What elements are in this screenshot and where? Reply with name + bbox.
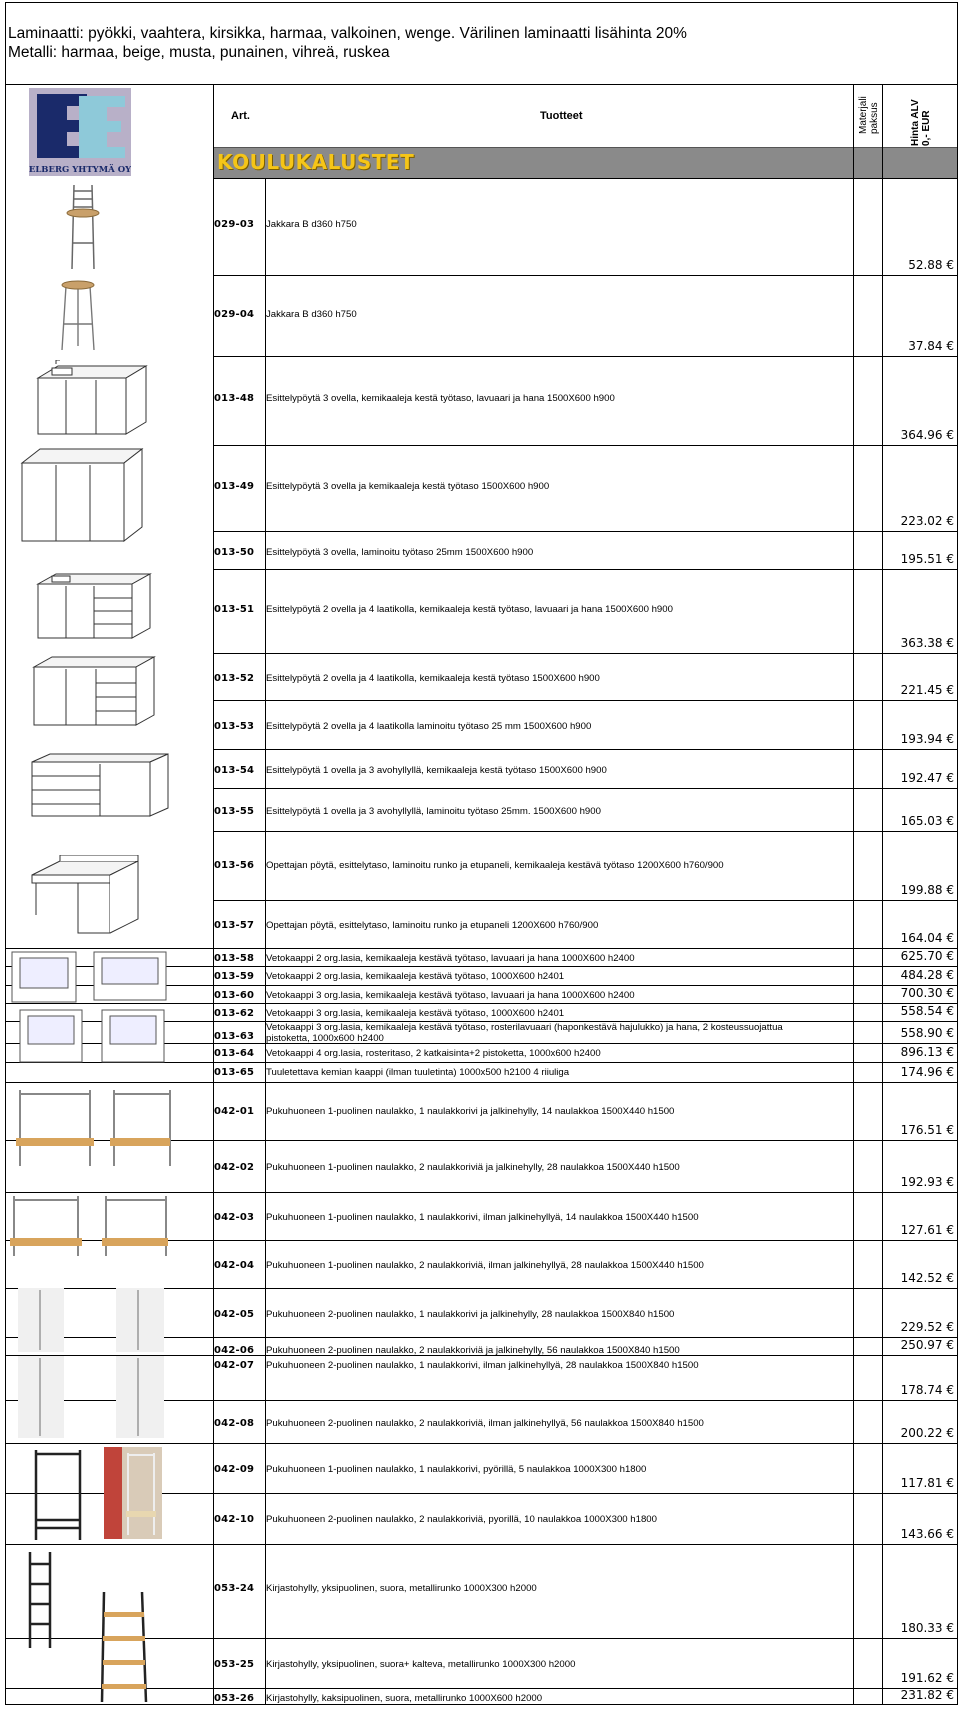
row-description: Vetokaappi 3 org.lasia, kemikaaleja kestävä työtaso, 1000X600 h2401 <box>266 1008 565 1019</box>
col-price <box>910 99 932 146</box>
row-code: 029-03 <box>214 219 255 230</box>
row-code: 053-25 <box>214 1659 255 1670</box>
row-description: Pukuhuoneen 1-puolinen naulakko, 1 naulakkorivi, ilman jalkinehyllyä, 14 naulakkoa 1500X440 h1500 <box>266 1212 699 1223</box>
row-separator <box>5 948 958 949</box>
row-price: 174.96 € <box>900 1065 954 1079</box>
row-price: 195.51 € <box>900 552 954 566</box>
row-price: 192.93 € <box>900 1175 954 1189</box>
row-price: 199.88 € <box>900 883 954 897</box>
section-banner <box>213 147 957 179</box>
row-price: 37.84 € <box>908 339 954 353</box>
row-price: 193.94 € <box>900 732 954 746</box>
row-code: 053-24 <box>214 1583 255 1594</box>
row-code: 013-53 <box>214 721 255 732</box>
row-description: Esittelypöytä 3 ovella, laminoitu työtaso 25mm 1500X600 h900 <box>266 547 534 558</box>
teacher-desk-image <box>30 855 142 935</box>
row-code: 013-62 <box>214 1008 255 1019</box>
col-price-line2: 0,- EUR <box>921 110 932 146</box>
row-separator <box>213 653 958 654</box>
demo-table-drawers-sink-image <box>36 570 152 640</box>
row-code: 042-03 <box>214 1212 255 1223</box>
row-code: 013-64 <box>214 1048 255 1059</box>
row-description: Jakkara B d360 h750 <box>266 309 357 320</box>
demo-table-drawers-image <box>32 655 156 727</box>
row-price: 363.38 € <box>900 636 954 650</box>
row-separator <box>213 569 958 570</box>
row-description: Vetokaappi 4 org.lasia, rosteritaso, 2 katkaisinta+2 pistoketta, 1000x600 h2400 <box>266 1048 601 1059</box>
col-price-line1: Hinta ALV <box>910 99 921 146</box>
row-price: 484.28 € <box>900 968 954 982</box>
row-description: Pukuhuoneen 2-puolinen naulakko, 2 naulakkoriviä, ilman jalkinehyllyä, 56 naulakkoa 1500X840 h1500 <box>266 1418 704 1429</box>
row-code: 013-58 <box>214 953 255 964</box>
row-price: 700.30 € <box>900 986 954 1000</box>
row-price: 178.74 € <box>900 1383 954 1397</box>
col-material <box>858 96 880 134</box>
row-price: 127.61 € <box>900 1223 954 1237</box>
row-price: 364.96 € <box>900 428 954 442</box>
row-code: 013-57 <box>214 920 255 931</box>
row-description: Esittelypöytä 1 ovella ja 3 avohyllyllä, kemikaaleja kestä työtaso 1500X600 h900 <box>266 765 607 776</box>
row-code: 013-49 <box>214 481 255 492</box>
row-code: 042-02 <box>214 1162 255 1173</box>
row-description: Kirjastohylly, yksipuolinen, suora, metallirunko 1000X300 h2000 <box>266 1583 537 1594</box>
header-notes <box>8 24 687 62</box>
row-price: 625.70 € <box>900 949 954 963</box>
col-material-line1: Materjali <box>858 96 869 134</box>
library-shelf-image <box>98 1590 150 1704</box>
row-separator <box>5 1082 958 1083</box>
row-code: 042-06 <box>214 1345 255 1356</box>
grid-line <box>853 84 854 1705</box>
row-price: 176.51 € <box>900 1123 954 1137</box>
row-code: 042-10 <box>214 1514 255 1525</box>
row-separator <box>213 178 958 179</box>
row-price: 221.45 € <box>900 683 954 697</box>
row-description: Esittelypöytä 1 ovella ja 3 avohyllyllä, laminoitu työtaso 25mm. 1500X600 h900 <box>266 806 601 817</box>
row-description: Esittelypöytä 2 ovella ja 4 laatikolla, kemikaaleja kestä työtaso, lavuaari ja hana 1500X600 h900 <box>266 604 673 615</box>
row-code: 029-04 <box>214 309 255 320</box>
row-description: Kirjastohylly, yksipuolinen, suora+ kalteva, metallirunko 1000X300 h2000 <box>266 1659 576 1670</box>
col-products: Tuotteet <box>540 110 583 122</box>
row-description: Pukuhuoneen 1-puolinen naulakko, 1 naulakkorivi ja jalkinehylly, 14 naulakkoa 1500X440 h1500 <box>266 1106 675 1117</box>
row-separator <box>213 356 958 357</box>
row-price: 143.66 € <box>900 1527 954 1541</box>
row-price: 558.54 € <box>900 1004 954 1018</box>
row-price: 52.88 € <box>908 258 954 272</box>
row-price: 165.03 € <box>900 814 954 828</box>
row-price: 231.82 € <box>900 1688 954 1702</box>
row-description: Vetokaappi 3 org.lasia, kemikaaleja kestävä työtaso, lavuaari ja hana 1000X600 h2400 <box>266 990 635 1001</box>
row-code: 013-55 <box>214 806 255 817</box>
row-separator <box>213 749 958 750</box>
row-separator <box>213 788 958 789</box>
row-description: Jakkara B d360 h750 <box>266 219 357 230</box>
row-price: 164.04 € <box>900 931 954 945</box>
row-code: 013-51 <box>214 604 255 615</box>
fume-cupboard-images <box>10 950 172 1066</box>
row-description: Pukuhuoneen 1-puolinen naulakko, 2 naulakkoriviä, ilman jalkinehyllyä, 28 naulakkoa 1500X440 h1500 <box>266 1260 704 1271</box>
row-description: Esittelypöytä 3 ovella, kemikaaleja kestä työtaso, lavuaari ja hana 1500X600 h900 <box>266 393 615 404</box>
row-description: Pukuhuoneen 1-puolinen naulakko, 2 naulakkoriviä ja jalkinehylly, 28 naulakkoa 1500X440 h1500 <box>266 1162 680 1173</box>
laminate-note: Laminaatti: pyökki, vaahtera, kirsikka, harmaa, valkoinen, wenge. Värilinen laminaatti lisähinta 20% <box>8 25 687 42</box>
row-description: Tuuletettava kemian kaappi (ilman tuuletinta) 1000x500 h2100 4 riiuliga <box>266 1067 570 1078</box>
metal-note: Metalli: harmaa, beige, musta, punainen, vihreä, ruskea <box>8 44 390 61</box>
row-price: 117.81 € <box>900 1476 954 1490</box>
row-separator <box>213 900 958 901</box>
row-description: Opettajan pöytä, esittelytaso, laminoitu runko ja etupaneli 1200X600 h760/900 <box>266 920 599 931</box>
row-price: 142.52 € <box>900 1271 954 1285</box>
row-separator <box>213 831 958 832</box>
row-code: 013-59 <box>214 971 255 982</box>
demo-table-sink-image <box>36 360 148 438</box>
row-code: 013-50 <box>214 547 255 558</box>
row-description: Pukuhuoneen 2-puolinen naulakko, 1 naulakkorivi ja jalkinehylly, 28 naulakkoa 1500X840 h1500 <box>266 1309 675 1320</box>
row-separator <box>5 1544 958 1545</box>
row-code: 042-08 <box>214 1418 255 1429</box>
row-code: 013-65 <box>214 1067 255 1078</box>
row-price: 558.90 € <box>900 1026 954 1040</box>
row-code: 053-26 <box>214 1693 255 1704</box>
row-description: Pukuhuoneen 1-puolinen naulakko, 1 naulakkorivi, pyörillä, 5 naulakkoa 1000X300 h1800 <box>266 1464 647 1475</box>
demo-table-image <box>20 447 144 543</box>
row-separator <box>213 275 958 276</box>
section-title: KOULUKALUSTET <box>217 150 415 174</box>
row-code: 013-56 <box>214 860 255 871</box>
row-description: Pukuhuoneen 2-puolinen naulakko, 1 naulakkorivi, ilman jalkinehyllyä, 28 naulakkoa 1500X840 h1500 <box>266 1360 699 1371</box>
logo-text: ELBERG YHTYMÄ OY <box>29 165 131 175</box>
row-price: 192.47 € <box>900 771 954 785</box>
row-separator <box>213 531 958 532</box>
row-price: 200.22 € <box>900 1426 954 1440</box>
row-code: 013-60 <box>214 990 255 1001</box>
row-code: 042-07 <box>214 1360 255 1371</box>
row-code: 042-04 <box>214 1260 255 1271</box>
row-code: 013-63 <box>214 1031 255 1042</box>
row-separator <box>213 700 958 701</box>
row-price: 250.97 € <box>900 1338 954 1352</box>
double-cloakroom-images <box>18 1288 168 1438</box>
library-shelf-frame-image <box>26 1550 54 1650</box>
row-code: 013-54 <box>214 765 255 776</box>
col-art: Art. <box>231 110 250 122</box>
row-code: 013-48 <box>214 393 255 404</box>
row-description: Esittelypöytä 3 ovella ja kemikaaleja kestä työtaso 1500X600 h900 <box>266 481 550 492</box>
cloakroom-bench-images <box>10 1088 172 1258</box>
row-code: 042-01 <box>214 1106 255 1117</box>
row-separator <box>213 445 958 446</box>
grid-line <box>265 178 266 1705</box>
row-description: Esittelypöytä 2 ovella ja 4 laatikolla, kemikaaleja kestä työtaso 1500X600 h900 <box>266 673 600 684</box>
row-price: 223.02 € <box>900 514 954 528</box>
row-code: 042-09 <box>214 1464 255 1475</box>
header-rule <box>5 84 958 85</box>
row-description: Pukuhuoneen 2-puolinen naulakko, 2 naulakkoriviä ja jalkinehylly, 56 naulakkoa 1500X840 h1500 <box>266 1345 680 1356</box>
row-price: 229.52 € <box>900 1320 954 1334</box>
row-description: Vetokaappi 2 org.lasia, kemikaaleja kestävä työtaso, 1000X600 h2401 <box>266 971 565 982</box>
grid-line <box>213 84 214 1705</box>
row-description: Opettajan pöytä, esittelytaso, laminoitu runko ja etupaneli, kemikaaleja kestävä työtaso 1200X600 h760/900 <box>266 860 724 871</box>
company-logo <box>29 88 131 176</box>
row-price: 896.13 € <box>900 1045 954 1059</box>
row-description: Kirjastohylly, kaksipuolinen, suora, metallirunko 1000X600 h2000 <box>266 1693 543 1704</box>
row-separator <box>5 1443 958 1444</box>
row-price: 180.33 € <box>900 1621 954 1635</box>
row-description: Pukuhuoneen 2-puolinen naulakko, 2 naulakkoriviä, pyorillä, 10 naulakkoa 1000X300 h1800 <box>266 1514 657 1525</box>
row-description: Vetokaappi 3 org.lasia, kemikaaleja kestävä työtaso, rosterilavuaari (haponkestävä hajulukko) ja hana, 2 kosteussuojattua pistoketta, 1000x600 h2400 <box>266 1022 783 1044</box>
row-code: 013-52 <box>214 673 255 684</box>
row-description: Esittelypöytä 2 ovella ja 4 laatikolla laminoitu työtaso 25 mm 1500X600 h900 <box>266 721 592 732</box>
row-description: Vetokaappi 2 org.lasia, kemikaaleja kestävä työtaso, lavuaari ja hana 1000X600 h2400 <box>266 953 635 964</box>
row-price: 191.62 € <box>900 1671 954 1685</box>
row-code: 042-05 <box>214 1309 255 1320</box>
coat-rack-photo <box>104 1447 162 1539</box>
mobile-coat-rack-image <box>30 1448 86 1544</box>
bar-stool-image <box>58 280 98 352</box>
col-material-line2: paksus <box>869 102 880 134</box>
bar-stool-tall-image <box>62 183 102 271</box>
demo-table-shelves-image <box>30 752 170 818</box>
